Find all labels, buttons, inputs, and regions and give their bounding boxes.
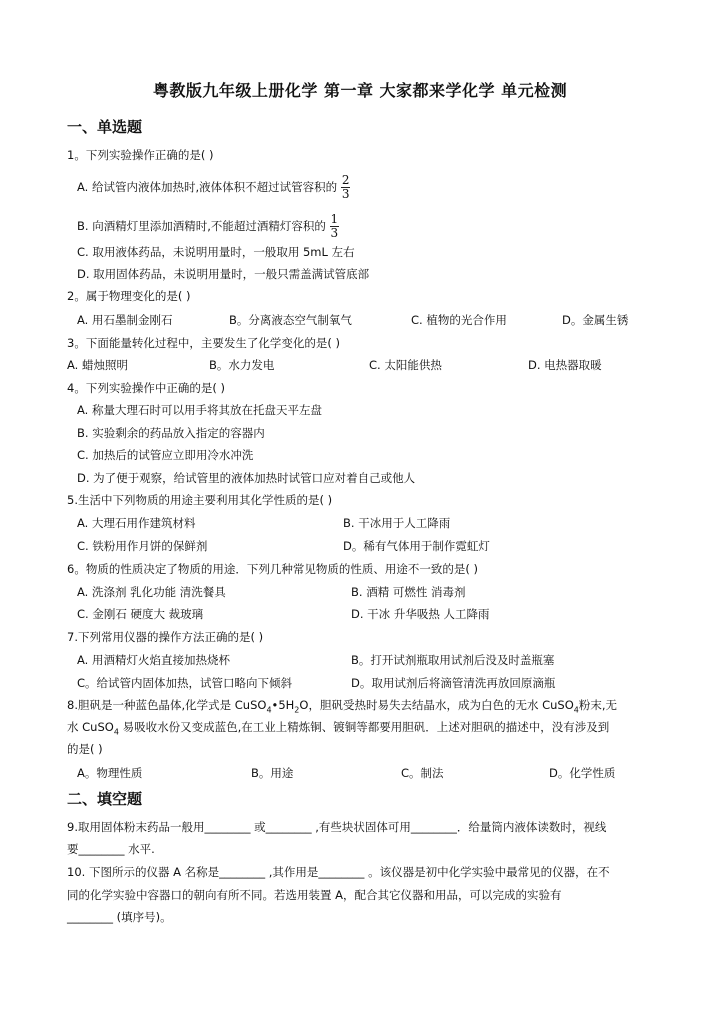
question-6-option-b: B. 酒精 可燃性 消毒剂 — [351, 585, 466, 599]
question-5-option-a: A. 大理石用作建筑材料 — [77, 516, 196, 530]
question-6-stem: 6。物质的性质决定了物质的用途．下列几种常见物质的性质、用途不一致的是( ) — [67, 562, 478, 576]
question-4-option-d: D. 为了便于观察，给试管里的液体加热时试管口应对着自己或他人 — [77, 471, 416, 485]
question-8-option-c: C。制法 — [401, 766, 444, 780]
question-2-option-c: C. 植物的光合作用 — [411, 313, 507, 327]
question-9-line-2: 要________ 水平. — [67, 842, 155, 856]
question-5-option-c: C. 铁粉用作月饼的保鲜剂 — [77, 539, 208, 553]
question-7-option-a: A. 用酒精灯火焰直接加热烧杯 — [77, 653, 230, 667]
question-7-stem: 7.下列常用仪器的操作方法正确的是( ) — [67, 630, 264, 644]
question-9-line-1: 9.取用固体粉末药品一般用________ 或________ ,有些块状固体可用________．给量筒内液体读数时，视线 — [67, 820, 607, 834]
question-10-line-1: 10. 下图所示的仪器 A 名称是________ ,其作用是________ 。该仪器是初中化学实验中最常见的仪器，在不 — [67, 865, 610, 879]
fraction-two-thirds: $\frac{2}{3}$ — [341, 173, 350, 201]
fraction-one-third: $\frac{1}{3}$ — [330, 212, 339, 240]
section-heading-fill-in: 二、填空题 — [67, 790, 143, 808]
question-4-option-b: B. 实验剩余的药品放入指定的容器内 — [77, 426, 265, 440]
question-7-option-c: C。给试管内固体加热，试管口略向下倾斜 — [77, 676, 293, 690]
question-3-stem: 3。下面能量转化过程中，主要发生了化学变化的是( ) — [67, 336, 340, 350]
question-8-stem-line-2: 水 CuSO$_4$ 易吸收水份又变成蓝色,在工业上精炼铜、镀铜等都要用胆矾．上述对胆矾的描述中，没有涉及到 — [67, 720, 610, 737]
question-4-stem: 4。下列实验操作中正确的是( ) — [67, 381, 225, 395]
question-1-option-a: A. 给试管内液体加热时,液体体积不超过试管容积的 $\frac{2}{3}$ — [77, 173, 350, 201]
question-3-option-b: B。水力发电 — [209, 358, 275, 372]
question-5-stem: 5.生活中下列物质的用途主要利用其化学性质的是( ) — [67, 493, 333, 507]
question-1-option-c: C. 取用液体药品，未说明用量时，一般取用 5mL 左右 — [77, 245, 355, 259]
question-10-line-3: ________ (填序号)。 — [67, 910, 172, 924]
question-1-option-b: B. 向酒精灯里添加酒精时,不能超过酒精灯容积的 $\frac{1}{3}$ — [77, 212, 339, 240]
question-7-option-d: D。取用试剂后将滴管清洗再放回原滴瓶 — [351, 676, 556, 690]
question-4-option-a: A. 称量大理石时可以用手将其放在托盘天平左盘 — [77, 403, 322, 417]
question-10-line-2: 同的化学实验中容器口的朝向有所不同。若选用装置 A，配合其它仪器和用品，可以完成的实验有 — [67, 888, 562, 902]
question-2-stem: 2。属于物理变化的是( ) — [67, 289, 191, 303]
question-5-option-b: B. 干冰用于人工降雨 — [343, 516, 451, 530]
question-3-option-d: D. 电热器取暖 — [528, 358, 602, 372]
question-2-option-d: D。金属生锈 — [562, 313, 629, 327]
question-8-option-a: A。物理性质 — [77, 766, 143, 780]
question-2-option-b: B。分离液态空气制氧气 — [229, 313, 352, 327]
question-4-option-c: C. 加热后的试管应立即用冷水冲洗 — [77, 448, 254, 462]
question-6-option-d: D. 干冰 升华吸热 人工降雨 — [351, 607, 490, 621]
question-8-option-d: D。化学性质 — [549, 766, 616, 780]
section-heading-single-choice: 一、单选题 — [67, 118, 143, 136]
question-5-option-d: D。稀有气体用于制作霓虹灯 — [343, 539, 490, 553]
question-6-option-c: C. 金刚石 硬度大 裁玻璃 — [77, 607, 204, 621]
question-8-stem-line-3: 的是( ) — [67, 742, 103, 756]
question-3-option-c: C. 太阳能供热 — [369, 358, 442, 372]
question-1-option-d: D. 取用固体药品，未说明用量时，一般只需盖满试管底部 — [77, 267, 370, 281]
question-3-option-a: A. 蜡烛照明 — [67, 358, 128, 372]
question-1-stem: 1。下列实验操作正确的是( ) — [67, 148, 214, 162]
question-6-option-a: A. 洗涤剂 乳化功能 清洗餐具 — [77, 585, 226, 599]
question-8-option-b: B。用途 — [251, 766, 294, 780]
question-7-option-b: B。打开试剂瓶取用试剂后没及时盖瓶塞 — [351, 653, 555, 667]
question-8-stem-line-1: 8.胆矾是一种蓝色晶体,化学式是 $CuSO_4•5H_2O$，胆矾受热时易失去结晶水，成为白色的无水 CuSO$_4$粉末,无 — [67, 698, 618, 715]
question-2-option-a: A. 用石墨制金刚石 — [77, 313, 173, 327]
page-title: 粤教版九年级上册化学 第一章 大家都来学化学 单元检测 — [152, 81, 568, 100]
